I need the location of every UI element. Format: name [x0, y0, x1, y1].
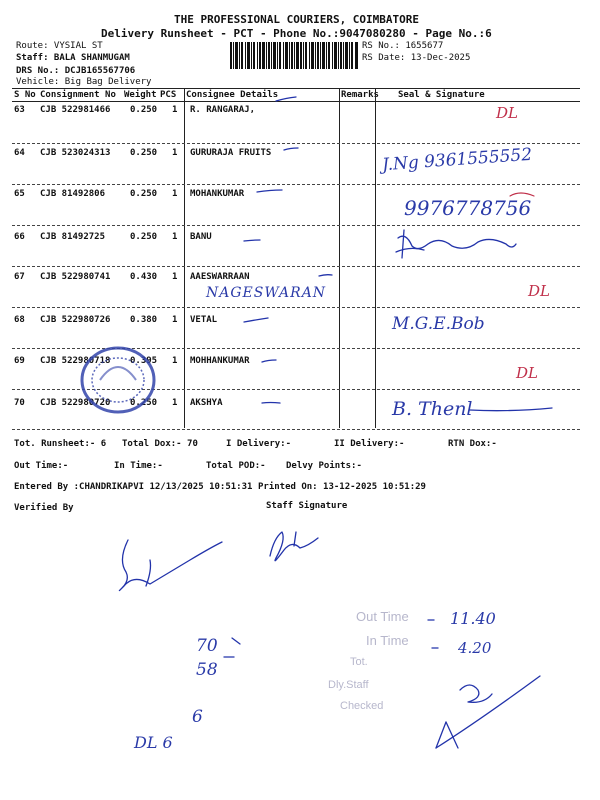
hw-delivered: 58 [196, 660, 218, 680]
hw-dl-count: DL 6 [134, 733, 173, 752]
total-pod: Total POD:- [206, 461, 266, 471]
row70-signature: B. Thenl [392, 398, 473, 420]
table-row: 69 CJB 522980718 0.395 1 MOHHANKUMAR [12, 348, 580, 390]
table-row: 67 CJB 522980741 0.430 1 AAESWARRAAN [12, 266, 580, 308]
table-row: 70 CJB 522980720 0.250 1 AKSHYA [12, 389, 580, 431]
faded-checked: Checked [340, 700, 384, 712]
col-sno: S No [14, 90, 36, 100]
row64-signature: J.Ng 9361555552 [381, 144, 533, 176]
col-consignment: Consignment No [40, 90, 116, 100]
table-row: 65 CJB 81492806 0.250 1 MOHANKUMAR [12, 184, 580, 226]
company-name: THE PROFESSIONAL COURIERS, COIMBATORE [174, 13, 420, 26]
ii-delivery: II Delivery:- [334, 439, 405, 449]
rs-number: RS No.: 1655677 [362, 41, 444, 51]
tot-runsheet: Tot. Runsheet:- 6 [14, 439, 107, 449]
col-seal-signature: Seal & Signature [398, 90, 485, 100]
row63-signature: DL [496, 104, 518, 122]
row67-handwritten-name: NAGESWARAN [206, 285, 327, 301]
faded-in-time: In Time [366, 633, 409, 648]
faded-out-time: Out Time [356, 609, 409, 624]
rs-date: RS Date: 13-Dec-2025 [362, 53, 471, 63]
runsheet-subtitle: Delivery Runsheet - PCT - Phone No.:9047080280 - Page No.:6 [101, 27, 492, 40]
row65-signature: 9976778756 [404, 196, 532, 220]
col-pcs: PCS [160, 90, 177, 100]
hw-rtn: 6 [192, 707, 203, 727]
faded-tot: Tot. [350, 656, 368, 668]
delvy-points: Delvy Points:- [286, 461, 362, 471]
hw-out-time: 11.40 [450, 609, 496, 628]
verified-by: Verified By [14, 503, 74, 513]
staff: Staff: BALA SHANMUGAM [16, 53, 130, 63]
printed-on: Printed On: 13-12-2025 10:51:29 [258, 482, 426, 492]
drs-number: DRS No.: DCJB165567706 [16, 66, 136, 76]
staff-signature-label: Staff Signature [266, 501, 348, 511]
faded-dly-staff: Dly.Staff [328, 679, 369, 691]
out-time-label: Out Time:- [14, 461, 69, 471]
table-row: 63 CJB 522981466 0.250 1 R. RANGARAJ, [14, 105, 256, 115]
col-consignee: Consignee Details [186, 90, 279, 100]
vehicle: Vehicle: Big Bag Delivery [16, 77, 152, 87]
col-weight: Weight [124, 90, 157, 100]
hw-total-dox: 70 [196, 636, 218, 656]
row69-signature: DL [516, 364, 538, 382]
route: Route: VYSIAL ST [16, 41, 103, 51]
table-row: 68 CJB 522980726 0.380 1 VETAL [12, 307, 580, 349]
col-remarks: Remarks [341, 90, 379, 100]
table-row: 66 CJB 81492725 0.250 1 BANU [12, 225, 580, 267]
total-dox: Total Dox:- 70 [122, 439, 198, 449]
hw-in-time: 4.20 [458, 639, 492, 657]
i-delivery: I Delivery:- [226, 439, 292, 449]
entered-by: Entered By :CHANDRIKAPVI 12/13/2025 10:51:31 [14, 482, 253, 492]
table-row: 64 CJB 523024313 0.250 1 GURURAJA FRUITS [12, 143, 580, 185]
in-time-label: In Time:- [114, 461, 163, 471]
row68-signature: M.G.E.Bob [392, 314, 485, 334]
rtn-dox: RTN Dox:- [448, 439, 497, 449]
row67-signature: DL [528, 282, 550, 300]
